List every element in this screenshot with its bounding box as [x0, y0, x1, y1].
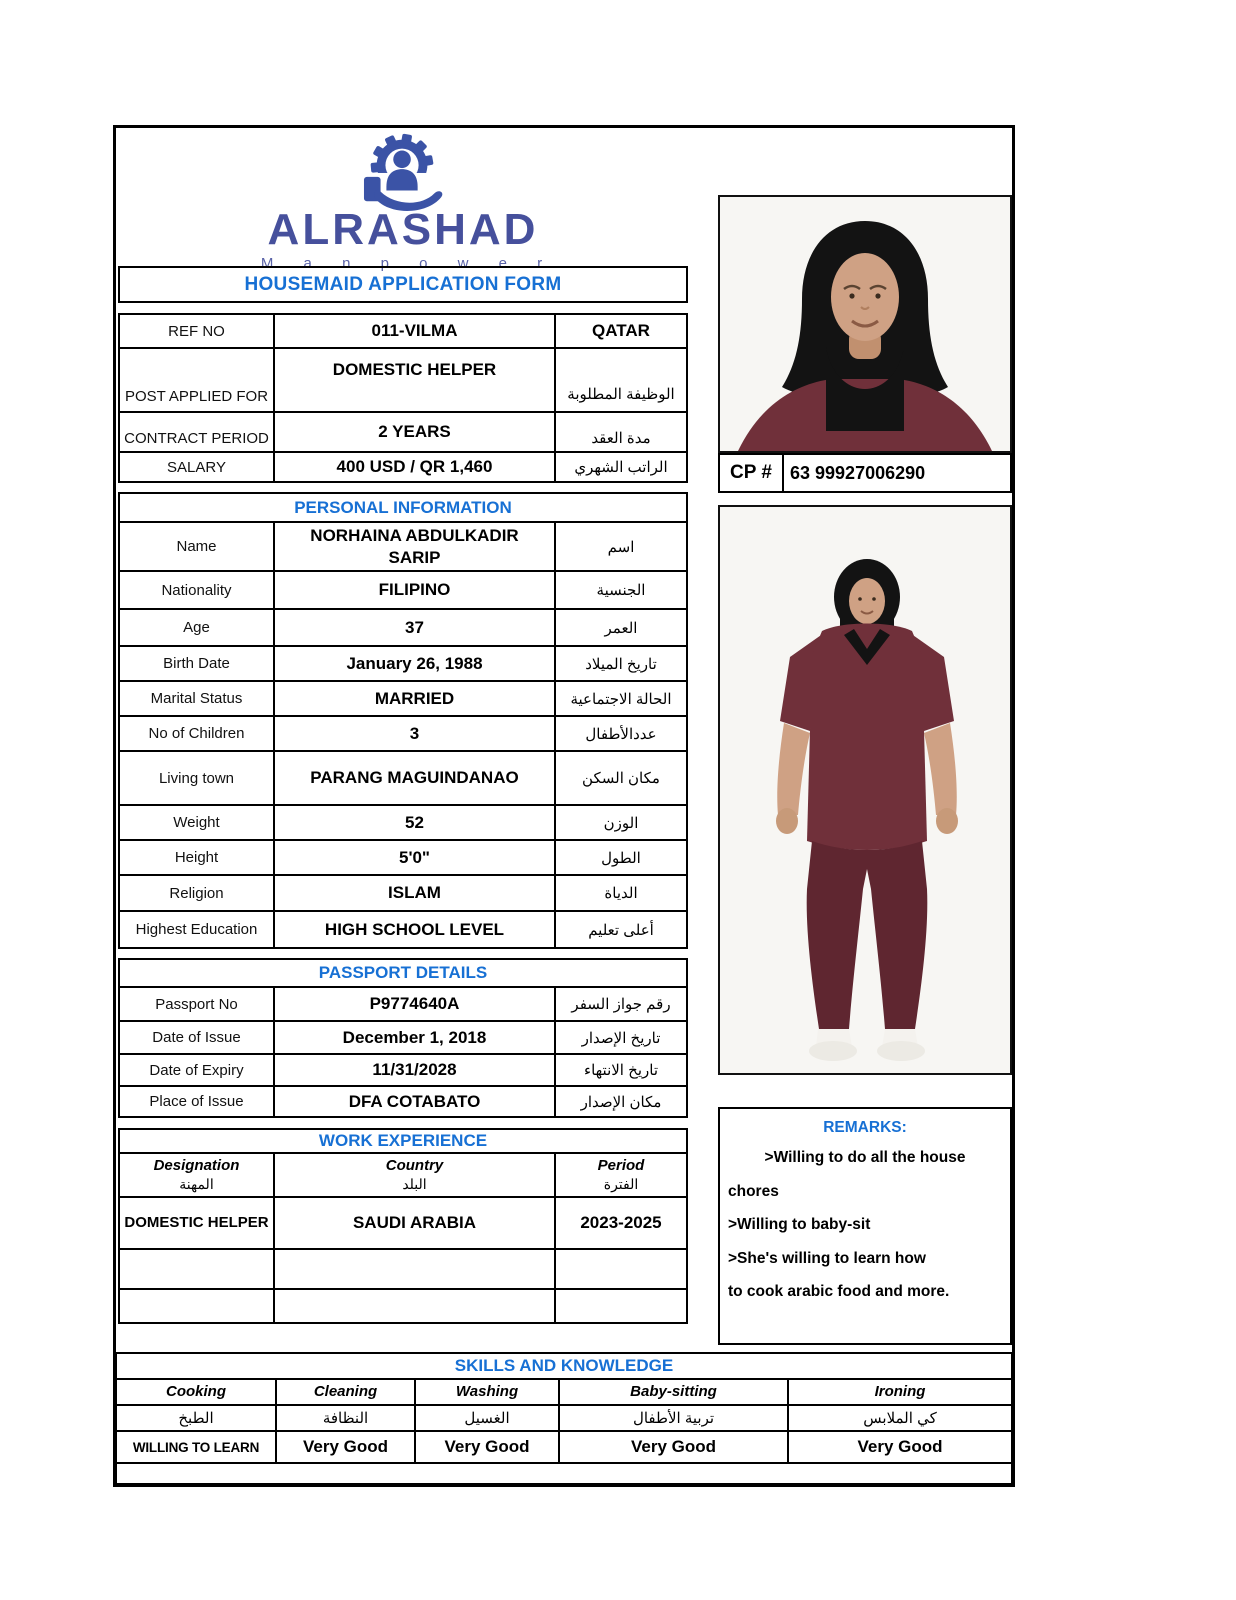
applicant-fullbody-photo: [718, 505, 1012, 1075]
work-period: 2023-2025: [554, 1198, 686, 1248]
field-label: Height: [174, 849, 219, 866]
table-row-place-of-issue: [120, 1085, 686, 1116]
section-title-skills-and-knowledge: SKILLS AND KNOWLEDGE: [454, 1356, 674, 1375]
skill-label-arabic: الغسيل: [414, 1406, 558, 1430]
table-row-no-of-children: [120, 715, 686, 750]
work-experience-row: [120, 1196, 686, 1248]
field-value: 37: [273, 610, 554, 645]
work-experience-table: [118, 1128, 688, 1324]
column-header-washing: Washing: [414, 1380, 558, 1404]
field-value: 3: [273, 717, 554, 750]
field-label-arabic: الطول: [554, 841, 686, 874]
work-country: [273, 1290, 554, 1322]
field-label-arabic: الوزن: [554, 806, 686, 839]
field-label: Weight: [173, 814, 220, 831]
column-header-country: Country البلد: [273, 1154, 554, 1196]
field-label: Birth Date: [163, 655, 230, 672]
field-label: No of Children: [148, 725, 245, 742]
table-row-name: [120, 521, 686, 570]
application-info-table: [118, 313, 688, 483]
field-label-arabic: مكان الإصدار: [554, 1087, 686, 1116]
section-title-remarks: REMARKS:: [823, 1119, 907, 1136]
field-country: QATAR: [554, 315, 686, 347]
table-row-weight: [120, 804, 686, 839]
work-country: SAUDI ARABIA: [273, 1198, 554, 1248]
table-row-age: [120, 608, 686, 645]
applicant-portrait-photo: [718, 195, 1012, 453]
field-label-arabic: الوظيفة المطلوبة: [554, 349, 686, 411]
field-label-arabic: الحالة الاجتماعية: [554, 682, 686, 715]
remark-line: >She's willing to learn how: [728, 1249, 926, 1267]
work-period: [554, 1250, 686, 1288]
field-value: HIGH SCHOOL LEVEL: [273, 912, 554, 947]
work-period: [554, 1290, 686, 1322]
table-row-salary: [120, 451, 686, 481]
skill-label-arabic: تربية الأطفال: [558, 1406, 787, 1430]
section-title-passport-details: PASSPORT DETAILS: [318, 963, 488, 982]
skills-values-row: [117, 1430, 1011, 1462]
table-row-height: [120, 839, 686, 874]
table-row-marital-status: [120, 680, 686, 715]
field-value: 11/31/2028: [273, 1055, 554, 1085]
field-label-arabic: تاريخ الإصدار: [554, 1022, 686, 1053]
field-value: PARANG MAGUINDANAO: [273, 752, 554, 804]
housemaid-application-form: [113, 125, 1015, 1487]
table-row-contract-period: [120, 411, 686, 451]
form-title: HOUSEMAID APPLICATION FORM: [244, 273, 562, 295]
field-label: Highest Education: [135, 921, 258, 938]
field-label: SALARY: [167, 458, 226, 476]
field-value: P9774640A: [273, 988, 554, 1020]
skill-value-cleaning: Very Good: [275, 1432, 414, 1462]
remark-line: >Willing to baby-sit: [728, 1216, 871, 1234]
work-designation: DOMESTIC HELPER: [124, 1213, 269, 1231]
column-header-baby-sitting: Baby-sitting: [558, 1380, 787, 1404]
table-row-passport-no: [120, 986, 686, 1020]
field-label: Living town: [158, 769, 235, 787]
table-row-post-applied: [120, 347, 686, 411]
table-row-living-town: [120, 750, 686, 804]
field-label-arabic: الدياة: [554, 876, 686, 910]
section-title-work-experience: WORK EXPERIENCE: [318, 1131, 488, 1150]
logo: [116, 132, 690, 272]
field-label-arabic: العمر: [554, 610, 686, 645]
field-label: CONTRACT PERIOD: [124, 430, 269, 447]
field-label: Nationality: [161, 581, 232, 599]
logo-subtitle: M a n p o w e r: [260, 255, 556, 272]
field-label: Passport No: [155, 995, 238, 1013]
field-value: FILIPINO: [273, 572, 554, 608]
field-value: DFA COTABATO: [273, 1087, 554, 1116]
field-label: Place of Issue: [149, 1093, 244, 1110]
field-label-arabic: أعلى تعليم: [554, 912, 686, 947]
field-value: NORHAINA ABDULKADIR SARIP: [273, 523, 554, 570]
column-header-cooking: Cooking: [166, 1382, 226, 1400]
skill-value-baby-sitting: Very Good: [558, 1432, 787, 1462]
field-label-arabic: الجنسية: [554, 572, 686, 608]
cp-value: 63 99927006290: [790, 462, 926, 483]
remark-line: to cook arabic food and more.: [728, 1283, 950, 1301]
field-value: 2 YEARS: [273, 413, 554, 451]
field-value: 5'0": [273, 841, 554, 874]
field-label-arabic: اسم: [554, 523, 686, 570]
cp-number-row: [718, 453, 1012, 493]
field-value: MARRIED: [273, 682, 554, 715]
form-title-box: [118, 266, 688, 303]
field-value: 011-VILMA: [273, 315, 554, 347]
skill-value-ironing: Very Good: [787, 1432, 1011, 1462]
field-label-arabic: عددالأطفال: [554, 717, 686, 750]
field-label-arabic: مدة العقد: [554, 413, 686, 451]
skill-label-arabic: كي الملابس: [787, 1406, 1011, 1430]
field-value: 400 USD / QR 1,460: [273, 453, 554, 481]
cp-label: CP #: [720, 455, 784, 491]
field-label-arabic: رقم جواز السفر: [554, 988, 686, 1020]
personal-information-table: [118, 492, 688, 949]
column-header-period: Period الفترة: [554, 1154, 686, 1196]
work-designation: [120, 1250, 273, 1288]
remark-line: >Willing to do all the house: [764, 1149, 966, 1166]
skill-value-cooking: WILLING TO LEARN: [132, 1439, 260, 1455]
field-label: POST APPLIED FOR: [124, 388, 269, 405]
skills-header-row: [117, 1378, 1011, 1404]
field-label: Age: [183, 619, 210, 636]
field-value: 52: [273, 806, 554, 839]
field-label: Date of Expiry: [149, 1061, 244, 1079]
work-experience-row-empty: [120, 1248, 686, 1288]
field-value: December 1, 2018: [273, 1022, 554, 1053]
column-header-cleaning: Cleaning: [275, 1380, 414, 1404]
work-experience-header-row: [120, 1152, 686, 1196]
field-value: ISLAM: [273, 876, 554, 910]
column-header-designation: Designation المهنة: [153, 1156, 240, 1192]
table-row-ref-no: [120, 315, 686, 347]
skill-label-arabic: النظافة: [275, 1406, 414, 1430]
table-row-date-of-expiry: [120, 1053, 686, 1085]
field-label-arabic: تاريخ الانتهاء: [554, 1055, 686, 1085]
field-label: Date of Issue: [152, 1029, 241, 1046]
skill-value-washing: Very Good: [414, 1432, 558, 1462]
field-label-arabic: تاريخ الميلاد: [554, 647, 686, 680]
remarks-box: [718, 1107, 1012, 1345]
field-label: REF NO: [168, 322, 225, 340]
field-label: Religion: [169, 884, 224, 902]
passport-details-table: [118, 958, 688, 1118]
field-label-arabic: مكان السكن: [554, 752, 686, 804]
table-row-nationality: [120, 570, 686, 608]
field-label: Name: [176, 538, 217, 555]
work-designation: [120, 1290, 273, 1322]
skills-arabic-row: [117, 1404, 1011, 1430]
remark-line: chores: [728, 1182, 779, 1200]
table-row-birth-date: [120, 645, 686, 680]
column-header-ironing: Ironing: [787, 1380, 1011, 1404]
section-title-personal-information: PERSONAL INFORMATION: [294, 497, 512, 517]
skills-empty-row: [117, 1462, 1011, 1482]
logo-wordmark: ALRASHAD: [267, 205, 539, 254]
work-country: [273, 1250, 554, 1288]
skill-label-arabic: الطبخ: [178, 1410, 214, 1427]
table-row-highest-education: [120, 910, 686, 947]
field-value: January 26, 1988: [273, 647, 554, 680]
skills-and-knowledge-table: [115, 1352, 1013, 1485]
field-label-arabic: الراتب الشهري: [554, 453, 686, 481]
field-label: Marital Status: [150, 690, 243, 707]
work-experience-row-empty: [120, 1288, 686, 1322]
table-row-religion: [120, 874, 686, 910]
table-row-date-of-issue: [120, 1020, 686, 1053]
field-value: DOMESTIC HELPER: [273, 349, 554, 411]
logo-gear-person-hand-icon: [344, 132, 462, 212]
